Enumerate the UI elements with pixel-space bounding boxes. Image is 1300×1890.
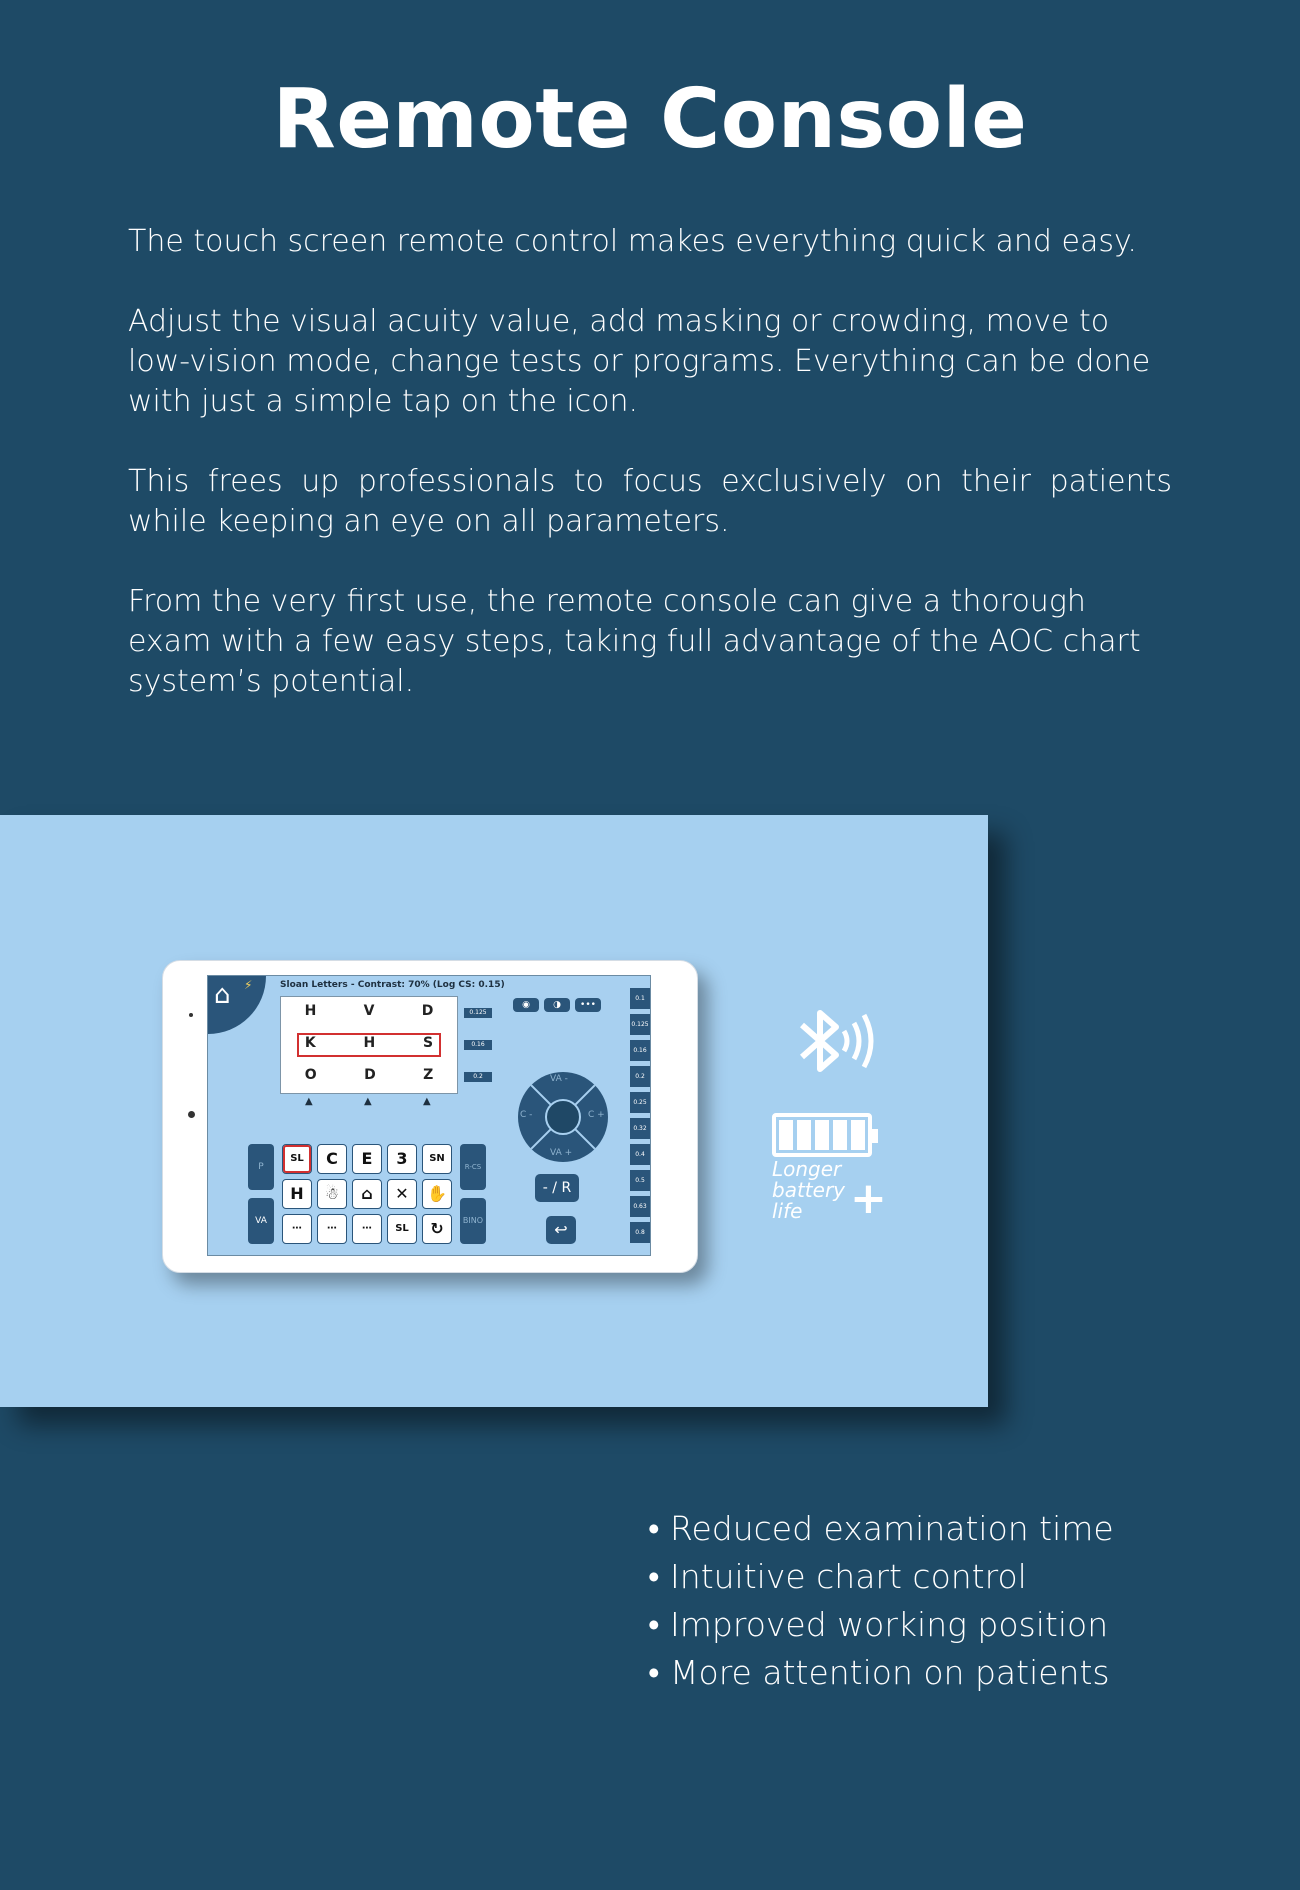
list-item: • More attention on patients: [648, 1649, 1114, 1697]
tablet-camera: [188, 1111, 195, 1118]
first-use-paragraph: From the very first use, the remote console can give a thorough exam with a few easy steps, taking full advantage of the AOC chart system’s potential.: [128, 584, 1141, 699]
contrast-plus-button[interactable]: C +: [588, 1110, 605, 1120]
more-icon[interactable]: •••: [575, 998, 601, 1012]
battery-cell: [851, 1120, 865, 1150]
color-icon[interactable]: ◉: [513, 998, 539, 1012]
optotype-button[interactable]: ☃: [317, 1179, 347, 1209]
optotype-grid: [282, 1144, 454, 1244]
intro-paragraph: The touch screen remote control makes everything quick and easy.: [128, 224, 1137, 259]
optotype-button[interactable]: H: [282, 1179, 312, 1209]
triangle-up-icon: ▲: [364, 1096, 372, 1107]
home-icon[interactable]: ⌂: [214, 980, 231, 1010]
dial-center[interactable]: [545, 1099, 581, 1135]
letter: H: [304, 1003, 317, 1019]
chart-row[interactable]: [281, 1003, 457, 1019]
back-icon[interactable]: ↩: [546, 1216, 576, 1244]
contrast-icon[interactable]: ◑: [544, 998, 570, 1012]
battery-terminal: [872, 1129, 878, 1143]
product-panel: [0, 815, 988, 1407]
letter: D: [421, 1003, 434, 1019]
va-value[interactable]: 0.5: [630, 1170, 650, 1191]
chart-row[interactable]: [281, 1067, 457, 1083]
optotype-button[interactable]: ⋯: [352, 1214, 382, 1244]
optotype-button[interactable]: ↻: [422, 1214, 452, 1244]
optotype-button[interactable]: ✕: [387, 1179, 417, 1209]
optotype-button[interactable]: C: [317, 1144, 347, 1174]
bino-button[interactable]: BINO: [460, 1198, 486, 1244]
letter: H: [363, 1035, 376, 1051]
list-item: • Intuitive chart control: [648, 1553, 1114, 1601]
page-title: Remote Console: [272, 72, 1028, 167]
optotype-button[interactable]: E: [352, 1144, 382, 1174]
letter: S: [422, 1035, 434, 1051]
va-value[interactable]: 0.25: [630, 1092, 650, 1113]
features-paragraph: Adjust the visual acuity value, add masking or crowding, move to low-vision mode, change tests or programs. Everything can be done with just a simple tap on the icon.: [128, 304, 1151, 419]
contrast-minus-button[interactable]: C -: [520, 1110, 533, 1120]
tablet-screen: [207, 975, 651, 1256]
direction-dial[interactable]: [518, 1072, 608, 1162]
minus-r-button[interactable]: - / R: [535, 1174, 579, 1202]
optotype-button[interactable]: ⋯: [317, 1214, 347, 1244]
row-acuity-tag[interactable]: 0.125: [464, 1008, 492, 1018]
va-scale: [630, 988, 650, 1243]
battery-icon: [772, 1113, 872, 1157]
va-minus-button[interactable]: VA -: [550, 1074, 568, 1084]
va-value[interactable]: 0.32: [630, 1118, 650, 1139]
row-acuity-tag[interactable]: 0.2: [464, 1072, 492, 1082]
top-toolbar: [513, 998, 601, 1012]
professionals-paragraph: This frees up professionals to focus exclusively on their patients while keeping an eye on all parameters.: [128, 464, 1172, 539]
battery-cell: [833, 1120, 847, 1150]
feature-icons: [772, 1005, 892, 1222]
letter: K: [304, 1035, 316, 1051]
tablet-sensor: [189, 1013, 193, 1017]
va-value[interactable]: 0.2: [630, 1066, 650, 1087]
bluetooth-icon: [792, 1005, 892, 1093]
letter: Z: [423, 1067, 434, 1083]
va-button[interactable]: VA: [248, 1198, 274, 1244]
va-plus-button[interactable]: VA +: [550, 1148, 573, 1158]
bluetooth-icon: [792, 1005, 876, 1079]
letter: D: [364, 1067, 376, 1083]
optotype-button[interactable]: 3: [387, 1144, 417, 1174]
optotype-button[interactable]: SL: [282, 1144, 312, 1174]
va-value[interactable]: 0.8: [630, 1222, 650, 1243]
battery-cell: [779, 1120, 793, 1150]
optotype-button[interactable]: ⋯: [282, 1214, 312, 1244]
list-item: • Improved working position: [648, 1601, 1114, 1649]
va-value[interactable]: 0.4: [630, 1144, 650, 1165]
triangle-up-icon: ▲: [423, 1096, 431, 1107]
plus-icon: +: [850, 1173, 887, 1224]
battery-label-text: Longer battery life: [772, 1157, 845, 1223]
battery-label: [772, 1159, 892, 1222]
va-value[interactable]: 0.125: [630, 1014, 650, 1035]
letter: O: [304, 1067, 317, 1083]
home-corner[interactable]: [208, 976, 266, 1034]
optotype-button[interactable]: SN: [422, 1144, 452, 1174]
optotype-button[interactable]: ✋: [422, 1179, 452, 1209]
p-button[interactable]: P: [248, 1144, 274, 1190]
tablet-device: [162, 960, 698, 1273]
letter: V: [363, 1003, 375, 1019]
va-value[interactable]: 0.1: [630, 988, 650, 1009]
letter-chart[interactable]: [280, 996, 458, 1094]
list-item: • Reduced examination time: [648, 1505, 1114, 1553]
battery-cell: [815, 1120, 829, 1150]
va-value[interactable]: 0.16: [630, 1040, 650, 1061]
optotype-button[interactable]: ⌂: [352, 1179, 382, 1209]
optotype-button[interactable]: SL: [387, 1214, 417, 1244]
benefits-list: [648, 1505, 1114, 1697]
chart-row[interactable]: [281, 1035, 457, 1051]
row-acuity-tag[interactable]: 0.16: [464, 1040, 492, 1050]
rcs-button[interactable]: R-CS: [460, 1144, 486, 1190]
battery-cell: [797, 1120, 811, 1150]
va-value[interactable]: 0.63: [630, 1196, 650, 1217]
test-title: Sloan Letters - Contrast: 70% (Log CS: 0.15): [280, 980, 505, 990]
triangle-up-icon: ▲: [305, 1096, 313, 1107]
charging-icon: ⚡: [244, 978, 253, 992]
